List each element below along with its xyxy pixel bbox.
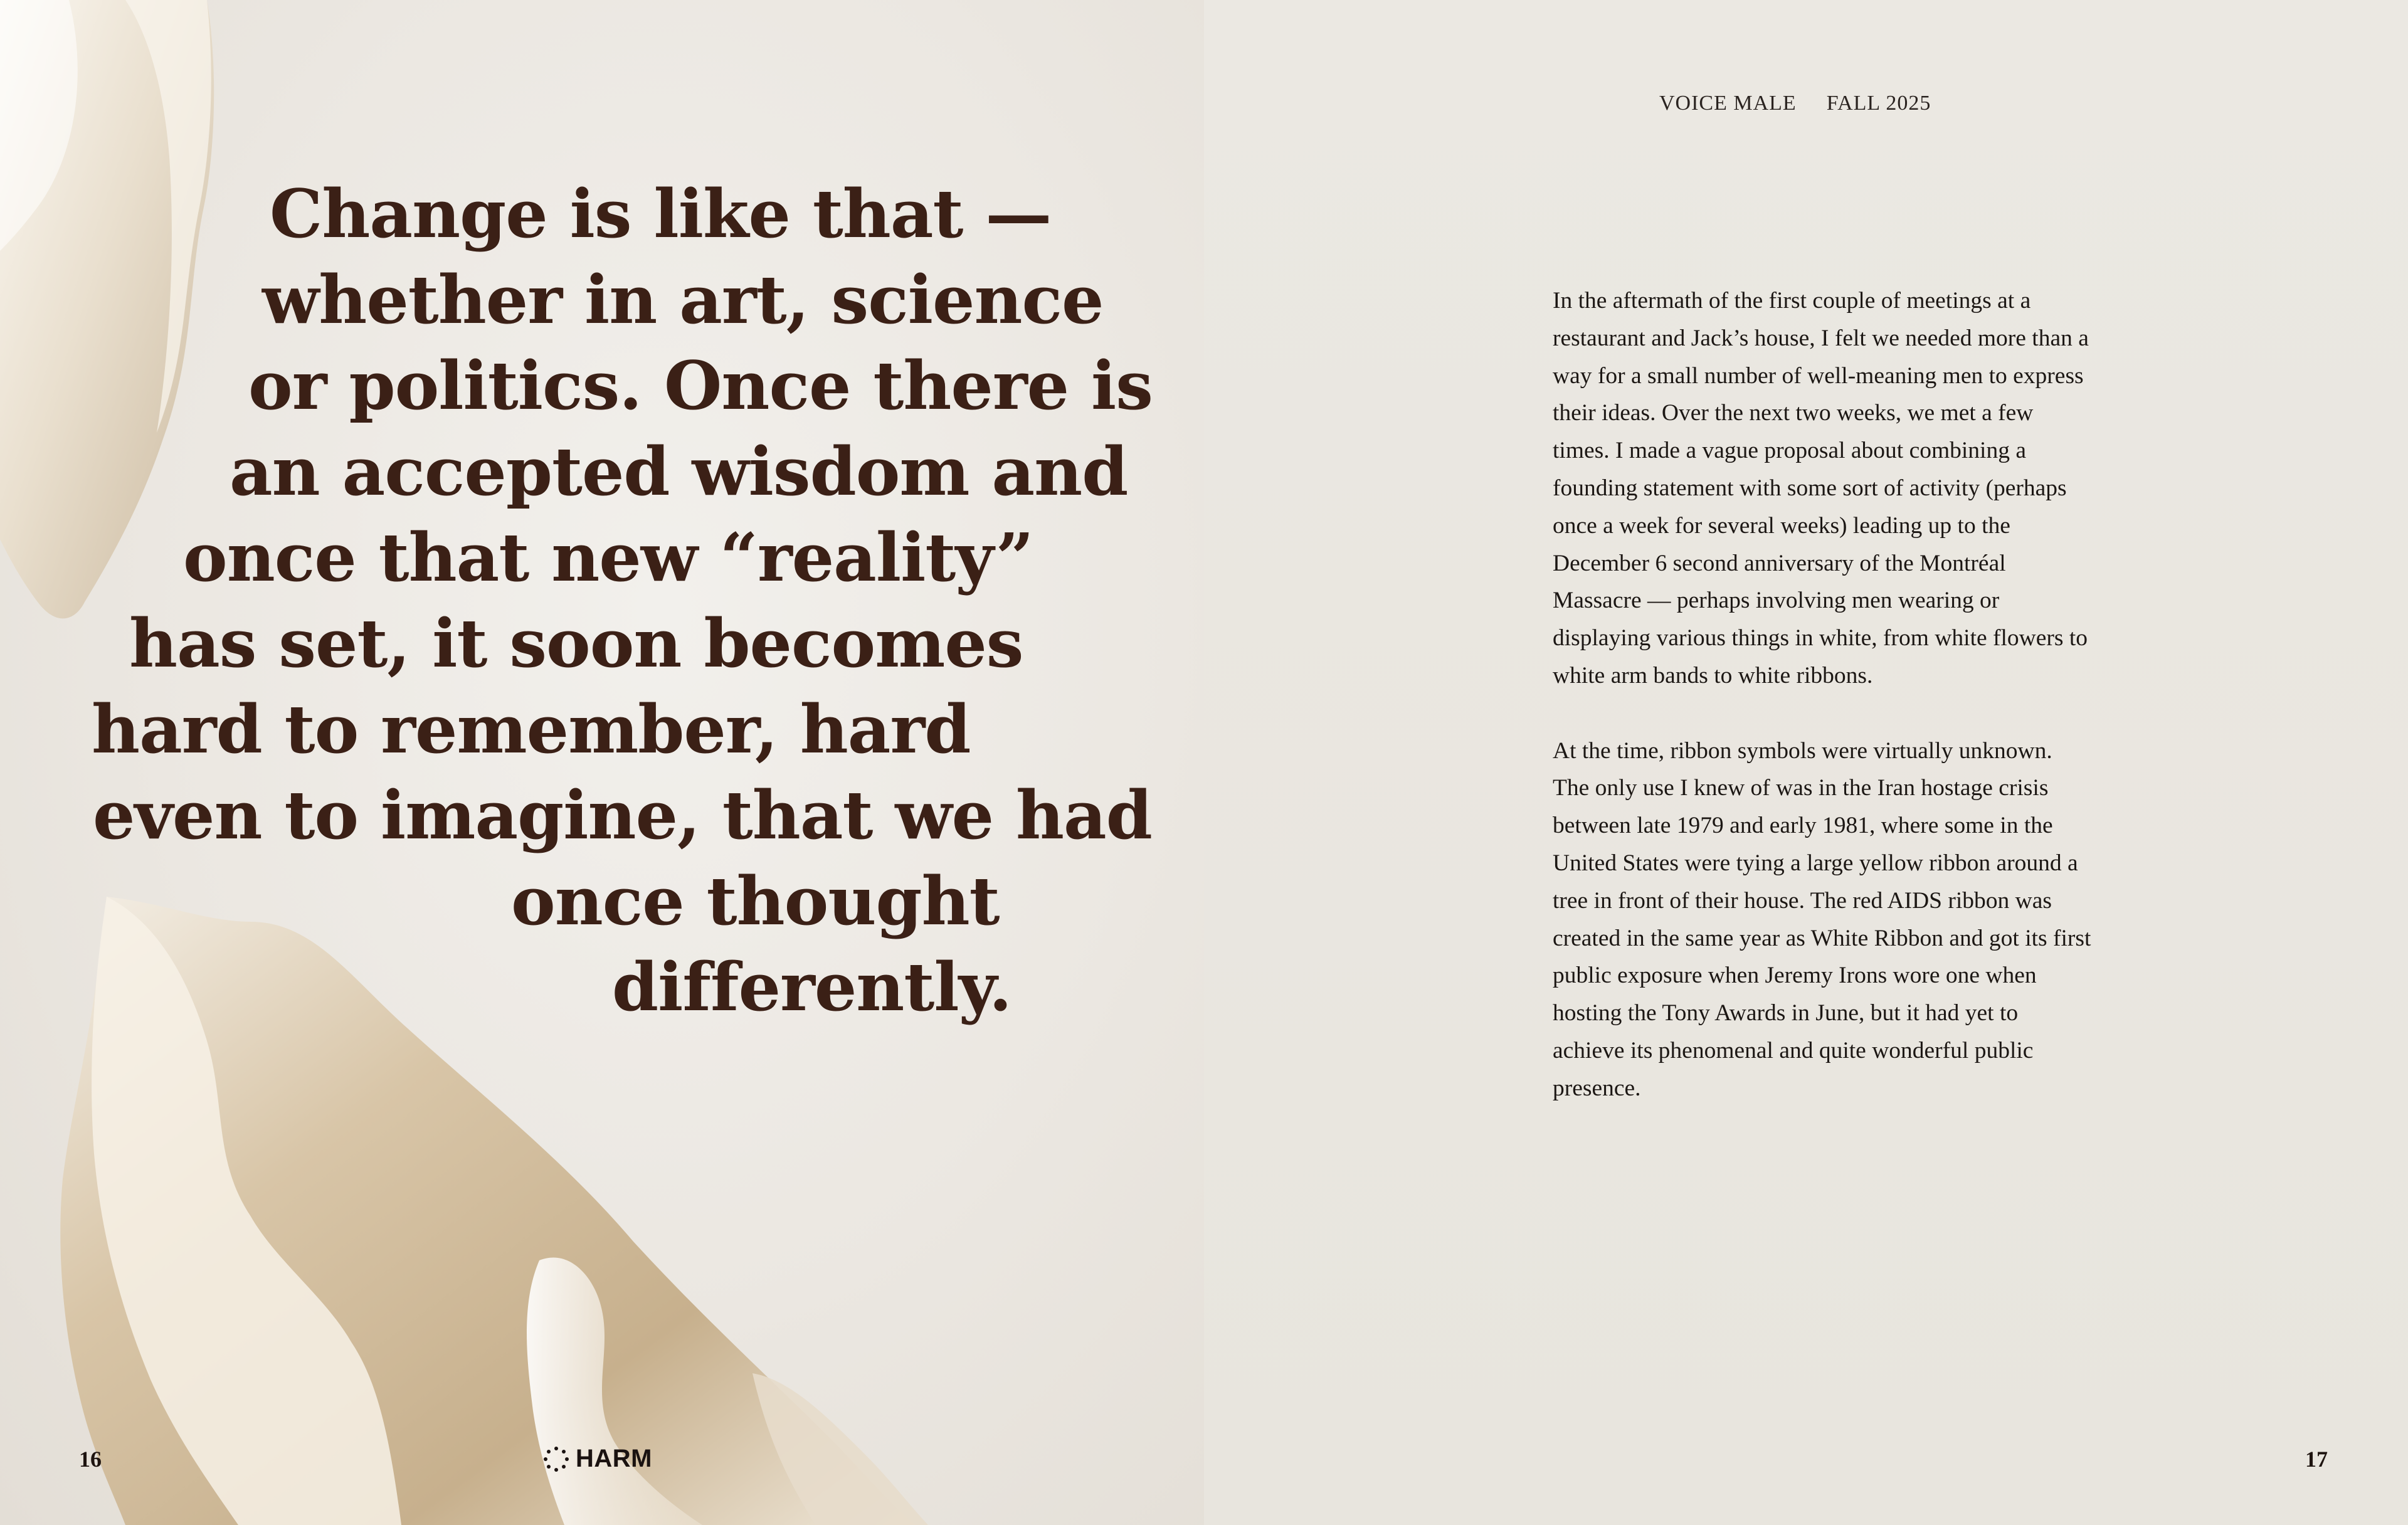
- pull-quote-line: once thought: [511, 862, 1000, 940]
- pull-quote-line: differently.: [612, 947, 1011, 1026]
- publication-name: VOICE MALE: [1659, 92, 1797, 115]
- pull-quote-line: an accepted wisdom and: [230, 432, 1128, 510]
- article-body: [1553, 282, 2092, 1107]
- body-paragraph: In the aftermath of the first couple of meetings at a restaurant and Jack’s house, I felt we needed more than a way for a small number of well-meaning men to express their ideas. Over the next two weeks, we met a few times. I made a vague proposal about combining a founding statement with some sort of activity (perhaps once a week for several weeks) leading up to the December 6 second anniversary of the Montréal Massacre — perhaps involving men wearing or displaying various things in white, from white flowers to white arm bands to white ribbons.: [1553, 288, 2089, 689]
- page-number-right: 17: [2305, 1447, 2328, 1472]
- pull-quote-line: Change is like that —: [270, 174, 1052, 253]
- issue-date: FALL 2025: [1826, 92, 1931, 115]
- running-head: [1659, 92, 1931, 115]
- pull-quote-line: or politics. Once there is: [248, 346, 1153, 425]
- pull-quote-line: whether in art, science: [262, 260, 1104, 339]
- pull-quote-line: even to imagine, that we had: [93, 776, 1152, 854]
- page-number-left: 16: [79, 1447, 102, 1472]
- pull-quote-line: once that new “reality”: [183, 518, 1033, 596]
- section-label: HARM: [576, 1445, 652, 1472]
- pull-quote-line: hard to remember, hard: [92, 690, 971, 768]
- dotted-circle-icon: [543, 1446, 569, 1472]
- body-paragraph: At the time, ribbon symbols were virtually unknown. The only use I knew of was in the Iran hostage crisis between late 1979 and early 1981, where some in the United States were tying a large yellow ribbon around a tree in front of their house. The red AIDS ribbon was created in the same year as White Ribbon and got its first public exposure when Jeremy Irons wore one when hosting the Tony Awards in June, but it had yet to achieve its phenomenal and quite wonderful public presence.: [1553, 737, 2091, 1101]
- section-logo: [543, 1445, 652, 1473]
- pull-quote-line: has set, it soon becomes: [129, 604, 1023, 682]
